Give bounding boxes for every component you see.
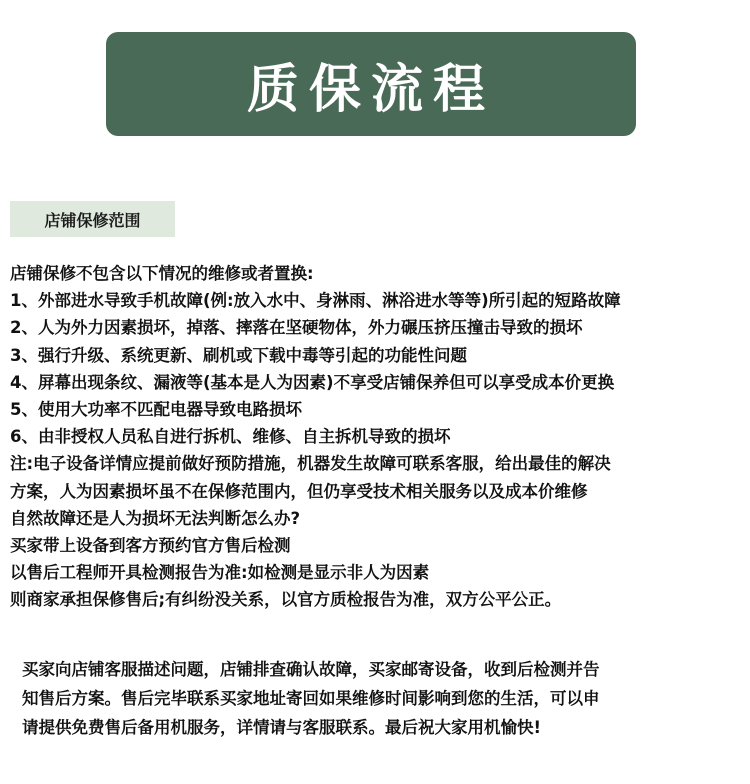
page-title: 质保流程 [246,59,495,120]
section-tag [10,201,175,237]
terms-line: 店铺保修不包含以下情况的维修或者置换: [10,264,314,283]
process-line: 知售后方案。售后完毕联系买家地址寄回如果维修时间影响到您的生活，可以申 [22,689,600,708]
terms-line: 1、外部进水导致手机故障(例:放入水中、身淋雨、淋浴进水等等)所引起的短路故障 [10,291,621,311]
process-line: 请提供免费售后备用机服务，详情请与客服联系。最后祝大家用机愉快! [22,718,542,737]
terms-line: 以售后工程师开具检测报告为准:如检测是显示非人为因素 [10,563,430,583]
terms-line: 4、屏幕出现条纹、漏液等(基本是人为因素)不享受店铺保养但可以享受成本价更换 [10,372,615,392]
terms-line: 5、使用大功率不匹配电器导致电路损坏 [10,399,302,419]
terms-line: 则商家承担保修售后;有纠纷没关系，以官方质检报告为准，双方公平公正。 [10,590,562,610]
warranty-terms [10,260,745,613]
section-tag-label: 店铺保修范围 [44,210,141,230]
terms-line: 方案，人为因素损坏虽不在保修范围内，但仍享受技术相关服务以及成本价维修 [10,481,588,501]
title-banner [106,32,636,136]
terms-line: 2、人为外力因素损坏，掉落、摔落在坚硬物体，外力碾压挤压撞击导致的损坏 [10,318,583,338]
terms-line: 6、由非授权人员私自进行拆机、维修、自主拆机导致的损坏 [10,427,451,447]
process-description [22,655,742,742]
terms-line: 3、强行升级、系统更新、刷机或下载中毒等引起的功能性问题 [10,345,467,365]
process-line: 买家向店铺客服描述问题，店铺排查确认故障，买家邮寄设备，收到后检测并告 [22,660,600,679]
terms-line: 买家带上设备到客方预约官方售后检测 [10,535,291,555]
terms-line: 注:电子设备详情应提前做好预防措施，机器发生故障可联系客服，给出最佳的解决 [10,454,611,474]
terms-line: 自然故障还是人为损坏无法判断怎么办? [10,508,301,528]
